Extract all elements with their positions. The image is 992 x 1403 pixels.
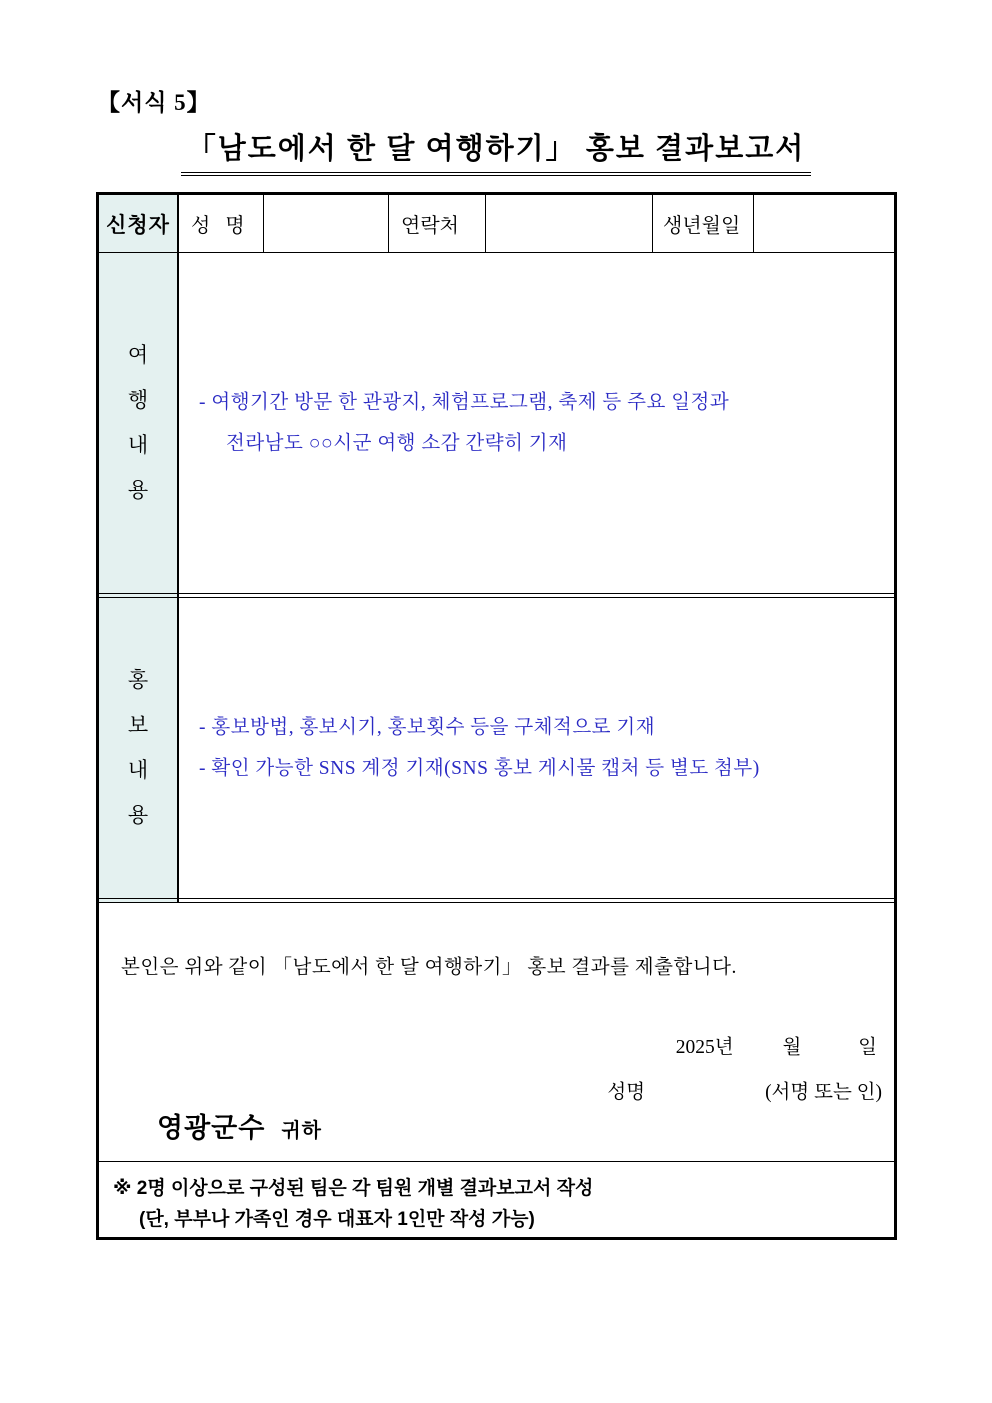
- signature-note: (서명 또는 인): [765, 1082, 882, 1103]
- applicant-label-cell: 신청자: [99, 195, 179, 252]
- travel-label-char: 용: [127, 478, 149, 502]
- contact-input-cell[interactable]: [486, 195, 653, 252]
- contact-label-cell: 연락처: [389, 195, 486, 252]
- declaration-name-line: [607, 1076, 882, 1104]
- date-year: 2025년: [675, 1037, 734, 1058]
- travel-content-cell[interactable]: [179, 253, 894, 593]
- promo-content-cell[interactable]: [179, 598, 894, 898]
- travel-guidance-line: 전라남도 ○○시군 여행 소감 간략히 기재: [226, 433, 568, 454]
- travel-label-char: 행: [127, 388, 149, 412]
- footer-note-section: [99, 1161, 894, 1237]
- footer-note-line: (단, 부부나 가족인 경우 대표자 1인만 작성 가능): [139, 1209, 535, 1230]
- form-number: 【서식 5】: [97, 90, 211, 115]
- travel-guidance-line: - 여행기간 방문 한 관광지, 체험프로그램, 축제 등 주요 일정과: [199, 392, 730, 413]
- travel-section-row: [99, 253, 894, 594]
- recipient-name: 영광군수: [157, 1113, 266, 1143]
- promo-label-char: 내: [127, 758, 149, 782]
- travel-label-char: 내: [127, 433, 149, 457]
- declaration-section: [99, 902, 894, 1161]
- name-label-cell: 성 명: [179, 195, 264, 252]
- page-title: 「남도에서 한 달 여행하기」 홍보 결과보고서: [181, 126, 812, 176]
- travel-label-char: 여: [127, 343, 149, 367]
- declaration-date-line: [676, 1031, 877, 1059]
- promo-guidance-line: - 확인 가능한 SNS 계정 기재(SNS 홍보 게시물 캡처 등 별도 첨부): [199, 758, 760, 779]
- signer-name-label: 성명: [607, 1082, 646, 1103]
- birthdate-input-cell[interactable]: [754, 195, 894, 252]
- date-day: 일: [858, 1037, 877, 1058]
- travel-section-label: [99, 253, 179, 593]
- title-wrap: [0, 126, 992, 176]
- footer-note-line: ※ 2명 이상으로 구성된 팀은 각 팀원 개별 결과보고서 작성: [113, 1178, 594, 1199]
- promo-label-char: 홍: [127, 668, 149, 692]
- recipient-suffix: 귀하: [281, 1120, 322, 1142]
- promo-section-label: [99, 598, 179, 898]
- declaration-statement: 본인은 위와 같이 「남도에서 한 달 여행하기」 홍보 결과를 제출합니다.: [121, 957, 737, 978]
- applicant-row: [99, 195, 894, 253]
- name-input-cell[interactable]: [264, 195, 389, 252]
- promo-label-char: 보: [127, 713, 149, 737]
- birthdate-label-cell: 생년월일: [653, 195, 754, 252]
- report-form-table: [96, 192, 897, 1240]
- recipient-line: [157, 1106, 322, 1145]
- date-month: 월: [782, 1037, 802, 1058]
- promo-section-row: [99, 597, 894, 899]
- promo-label-char: 용: [127, 803, 149, 827]
- promo-guidance-line: - 홍보방법, 홍보시기, 홍보횟수 등을 구체적으로 기재: [199, 717, 656, 738]
- separator-label-strip: [99, 594, 179, 597]
